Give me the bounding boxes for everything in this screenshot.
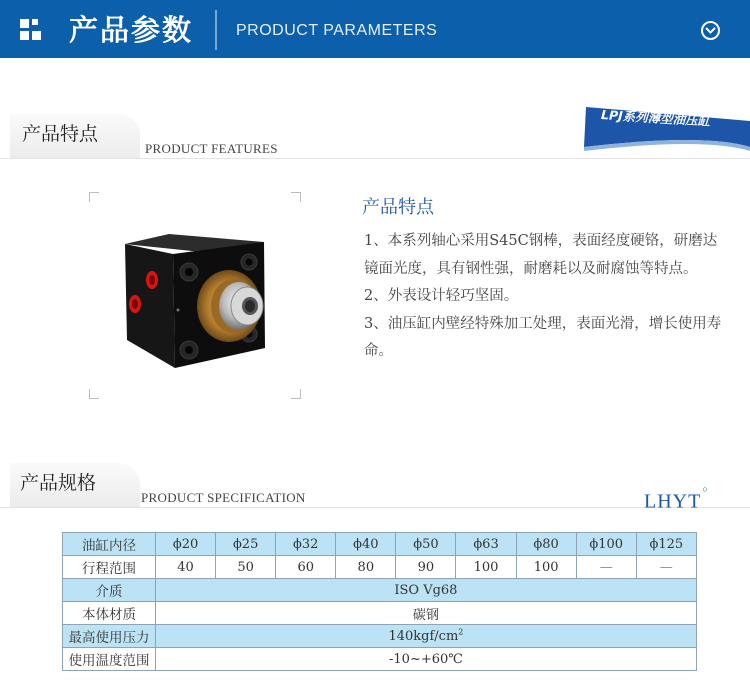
- bore-cell: ϕ50: [396, 533, 456, 556]
- bore-cell: ϕ100: [576, 533, 636, 556]
- feature-item: 3、油压缸内壁经特殊加工处理，表面光滑，增长使用寿命。: [364, 315, 722, 360]
- header-bar: [0, 0, 750, 58]
- bore-cell: ϕ80: [516, 533, 576, 556]
- stroke-cell: —: [576, 556, 636, 579]
- header-divider: [215, 10, 217, 50]
- spec-table: [62, 532, 697, 671]
- temperature-value: -10~+60℃: [156, 648, 697, 671]
- pressure-value: $140kgf/cm^2$: [156, 625, 697, 648]
- grid-logo-icon: [20, 19, 42, 41]
- stroke-cell: 50: [216, 556, 276, 579]
- table-row: [63, 625, 697, 648]
- stroke-cell: 100: [456, 556, 516, 579]
- page-title: 产品参数: [69, 13, 194, 47]
- table-row: [63, 533, 697, 556]
- stroke-label: 行程范围: [63, 556, 156, 579]
- stroke-cell: —: [636, 556, 696, 579]
- stroke-cell: 90: [396, 556, 456, 579]
- material-label: 本体材质: [63, 602, 156, 625]
- bore-cell: ϕ40: [336, 533, 396, 556]
- feature-item: 1、本系列轴心采用S45C钢棒，表面经度硬铬，研磨达镜面光度，具有钢性强，耐磨耗以及耐腐蚀等特点。: [364, 233, 718, 277]
- bore-cell: ϕ20: [156, 533, 216, 556]
- stroke-cell: 60: [276, 556, 336, 579]
- spec-title-en: PRODUCT SPECIFICATION: [141, 490, 306, 505]
- spec-title-cn: 产品规格: [20, 472, 97, 494]
- features-list: [364, 228, 724, 366]
- temperature-label: 使用温度范围: [63, 648, 156, 671]
- feature-item: 2、外表设计轻巧坚固。: [364, 288, 519, 305]
- medium-value: ISO Vg68: [156, 579, 697, 602]
- features-title-en: PRODUCT FEATURES: [145, 141, 278, 156]
- bore-cell: ϕ63: [456, 533, 516, 556]
- section-divider: [0, 158, 750, 159]
- table-row: [63, 556, 697, 579]
- page-subtitle: PRODUCT PARAMETERS: [236, 22, 438, 39]
- ribbon-label: LPJ系列薄型油压缸: [600, 107, 711, 129]
- stroke-cell: 80: [336, 556, 396, 579]
- chevron-down-icon[interactable]: [701, 21, 720, 40]
- features-title-cn: 产品特点: [22, 123, 99, 145]
- hydraulic-cylinder-image: [89, 192, 301, 399]
- pressure-label: 最高使用压力: [63, 625, 156, 648]
- bore-label: 油缸内径: [63, 533, 156, 556]
- bore-cell: ϕ32: [276, 533, 336, 556]
- table-row: [63, 602, 697, 625]
- bore-cell: ϕ125: [636, 533, 696, 556]
- section-divider: [0, 507, 750, 508]
- table-row: [63, 648, 697, 671]
- medium-label: 介质: [63, 579, 156, 602]
- table-row: [63, 579, 697, 602]
- bore-cell: ϕ25: [216, 533, 276, 556]
- material-value: 碳钢: [156, 602, 697, 625]
- stroke-cell: 40: [156, 556, 216, 579]
- stroke-cell: 100: [516, 556, 576, 579]
- brand-logo: LHYT○: [644, 484, 709, 513]
- product-image-frame: [89, 192, 301, 399]
- features-heading: 产品特点: [362, 197, 434, 218]
